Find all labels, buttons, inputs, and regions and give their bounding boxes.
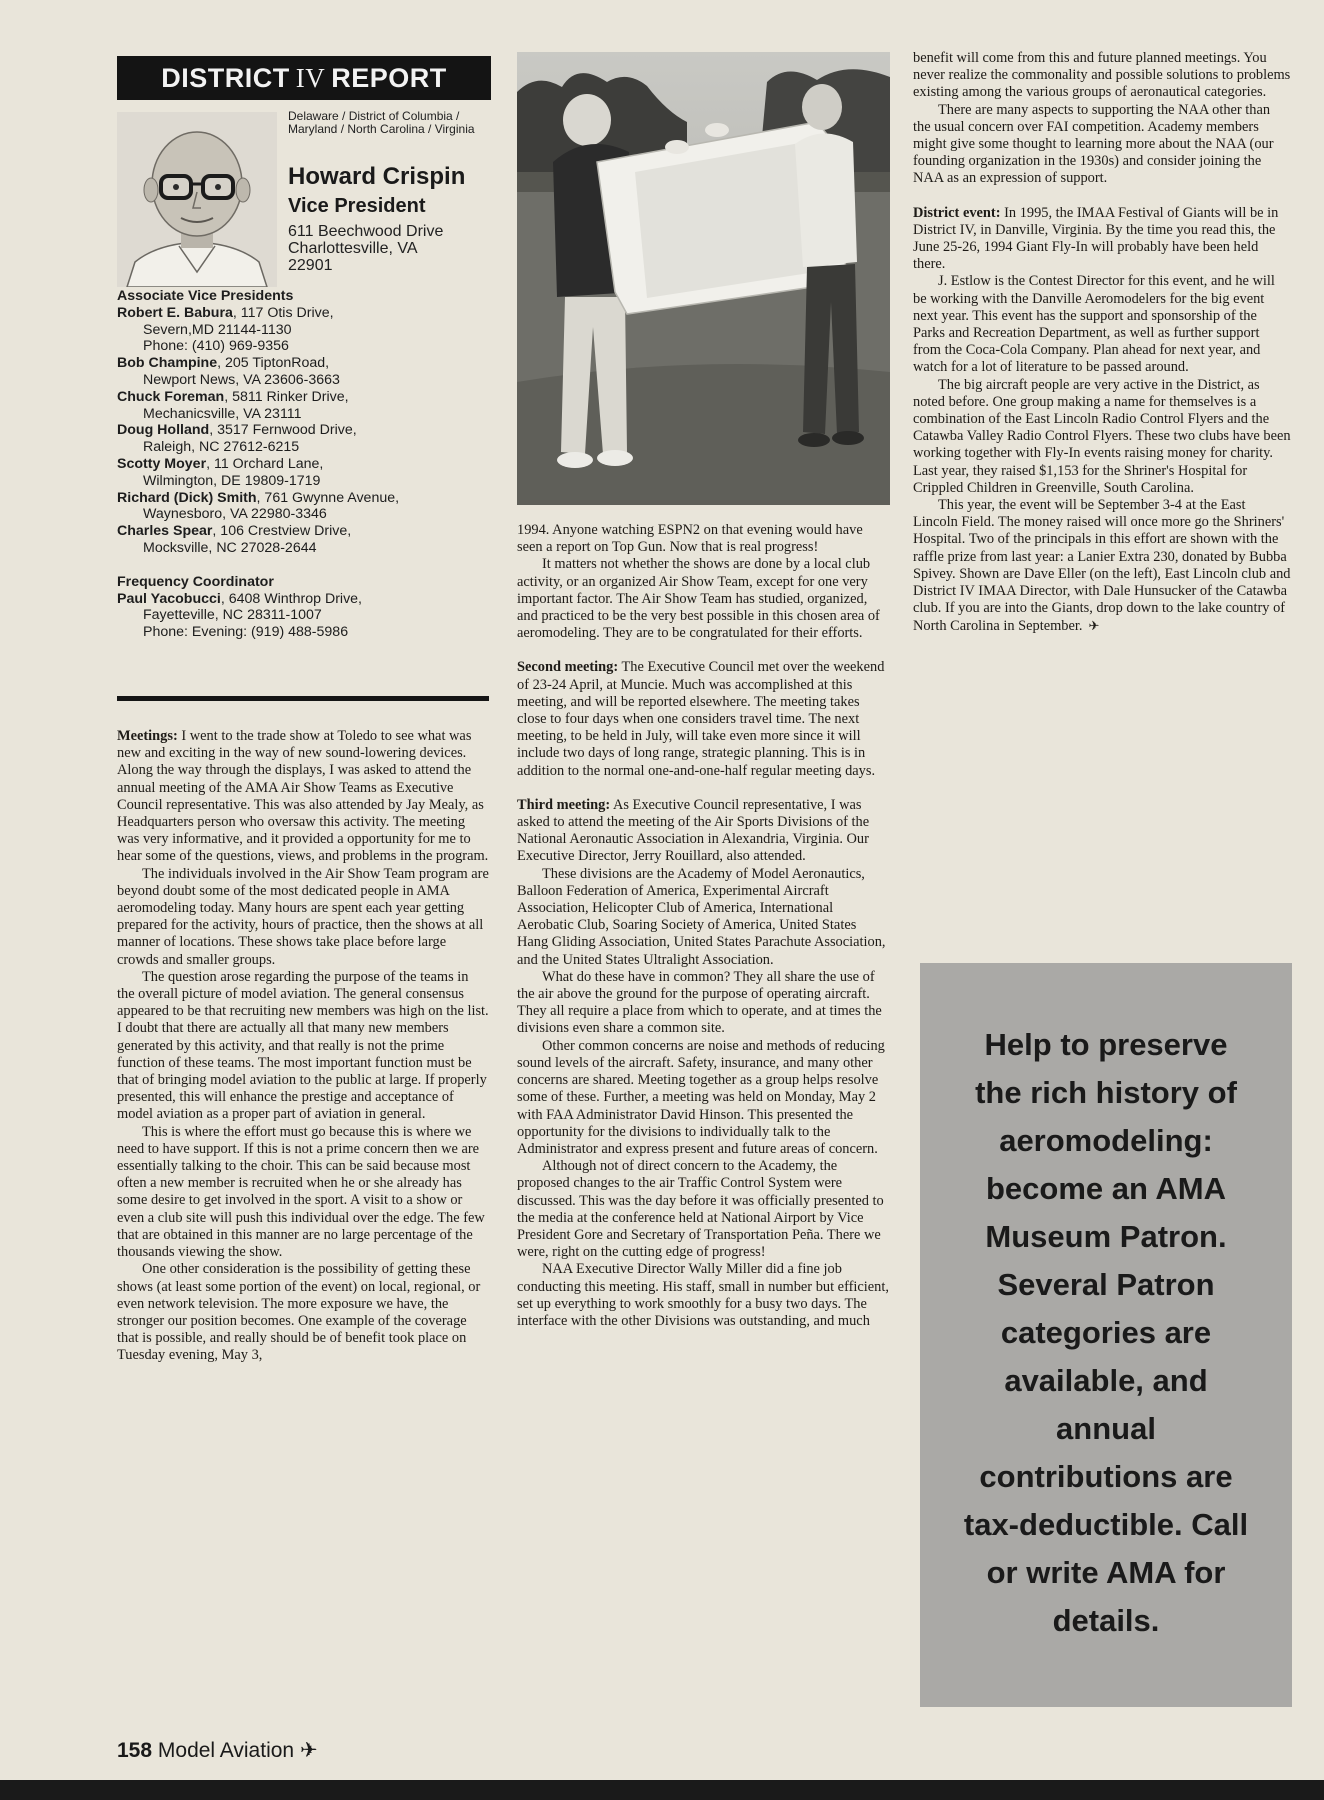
assoc-vp-heading: Associate Vice Presidents [117,288,294,304]
airplane-icon: ✈ [1088,618,1100,634]
paragraph [913,205,1291,274]
roster-entry [117,355,497,389]
roster-entry [117,422,497,456]
paragraph: These divisions are the Academy of Model Aeronautics, Balloon Federation of America, Experimental Aircraft Association, Helicopter Club of America, International Aerobatic Club, Soaring Society of America, United States Hang Gliding Association, United States Parachute Association, and the United States Ultralight Association. [517,865,886,968]
third-meeting-subhead: Third meeting: [517,796,611,813]
roster-line: , 5811 Rinker Drive, [224,388,349,405]
page-footer [117,1738,318,1763]
banner-left: DISTRICT [161,62,290,93]
address-line: 22901 [288,257,333,274]
paragraph: There are many aspects to supporting the NAA other than the usual concern over FAI competition. Academy members might give some thought to learning more about the NAA (our founding organization in the 1930s) and consider joining the NAA as an expression of support. [913,101,1274,187]
paragraph: benefit will come from this and future planned meetings. You never realize the commonality and possible solutions to problems existing among the various groups of aeronautical categories. [913,50,1291,101]
paragraph: The big aircraft people are very active in the District, as noted before. One group making a name for themselves is a combination of the East Lincoln Radio Control Flyers and the Catawba Valley Radio Control Flyers. These two clubs have been working together with Fly-In events raising money for charity. Last year, they raised $1,153 for the Shriner's Hospital for Crippled Children in Greenville, South Carolina. [913,376,1291,496]
paragraph-text: This year, the event will be September 3-4 at the East Lincoln Field. The money raised will once more go the Shriners' Hospital. Two of the principals in this effort are shown with the raffle prize from last year: a Lanier Extra 230, donated by Bubba Spivey. Shown are Dave Eller (on the left), East Lincoln club and District IV IMAA Director, with Dale Hunsucker of the Catawba club. If you are into the Giants, drop down to the lake country of North Carolina in September. [913,497,1291,634]
banner-roman: IV [295,62,326,93]
airplane-icon: ✈ [299,1739,318,1762]
paragraph: Although not of direct concern to the Academy, the proposed changes to the air Traffic Control System were discussed. This was the day before it was officially presented to the media at the conference held at National Airport by Vice President Gore and Secretary of Transportation Peña. There we were, right on the cutting edge of progress! [517,1158,884,1261]
paragraph: This is where the effort must go because this is where we need to have support. If this is not a prime concern then we are essentially talking to the choir. This can be said because most often a new member is recruited when he or she already has some desire to get involved in the sport. A visit to a show or even a club site will push this individual over the edge. The few that are obtained in this manner are no large percentage of the thousands viewing the show. [117,1123,485,1261]
roster-line: , 106 Crestview Drive, [212,523,352,540]
paragraph [913,497,1291,635]
roster-line: Newport News, VA 23606-3663 [143,371,340,388]
paragraph-text: As Executive Council representative, I was asked to attend the meeting of the Air Sports Divisions of the National Aeronautic Association in Alexandria, Virginia. Our Executive Director, Jerry Rouillard, also attended. [517,796,870,865]
roster-line: , 6408 Winthrop Drive, [220,590,362,607]
column-3-body [913,50,1291,635]
museum-patron-ad-text: Help to preserve the rich history of aeromodeling: become an AMA Museum Patron. Several Patron categories are available, and annual contributions are tax-deductible. Call or write AMA for details. [963,1027,1249,1638]
paragraph: 1994. Anyone watching ESPN2 on that evening would have seen a report on Top Gun. Now that is real progress! [517,522,863,556]
roster-line: Mocksville, NC 27028-2644 [143,539,317,556]
roster-entry [117,456,497,490]
roster-entry [117,305,497,355]
paragraph: The individuals involved in the Air Show Team program are beyond doubt some of the most dedicated people in AMA aeromodeling today. Many hours are spent each year getting prepared for the activity, hours of practice, then the shows at all manner of locations. These shows take place before large crowds and smaller groups. [117,865,489,968]
roster-line: Raleigh, NC 27612-6215 [143,439,300,456]
vice-president-address [288,223,443,274]
paragraph [517,797,890,866]
frequency-coordinator-heading: Frequency Coordinator [117,573,274,590]
vice-president-portrait [117,112,277,287]
page-edge [0,1780,1324,1800]
paragraph: NAA Executive Director Wally Miller did a fine job conducting this meeting. His staff, small in number but efficient, set up everything to work smoothly for a busy two days. The interface with the other Divisions was outstanding, and much [517,1261,889,1329]
district-banner [117,56,491,100]
roster-line: Waynesboro, VA 22980-3346 [143,506,327,523]
raffle-prize-photo [517,52,890,505]
roster-line: Wilmington, DE 19809-1719 [143,472,321,489]
paragraph-text: I went to the trade show at Toledo to see what was new and exciting in the way of new sound-lowering devices. Along the way through the displays, I was asked to attend the annual meeting of the AMA Air Show Teams as Executive Council representative. This was also attended by Jay Mealy, as Headquarters person who oversaw this activity. The meeting was very informative, and it provided a opportunity for me to hear some of the questions, views, and problems in the program. [117,728,489,865]
roster-line: , 11 Orchard Lane, [206,455,324,472]
address-line: Charlottesville, VA [288,240,418,257]
district-event-subhead: District event: [913,204,1001,221]
roster-name: Bob Champine [117,355,218,372]
magazine-name: Model Aviation [157,1739,295,1762]
paragraph-text: In 1995, the IMAA Festival of Giants will be in District IV, in Danville, Virginia. By the time you read this, the June 25-26, 1994 Giant Fly-In will probably have been held there. [913,204,1279,273]
vice-president-name: Howard Crispin [288,163,466,190]
roster-name: Doug Holland [117,422,210,439]
roster-name: Scotty Moyer [117,455,207,472]
roster-line: Severn,MD 21144-1130 [143,321,292,338]
roster-entry [117,490,497,524]
roster-name: Charles Spear [117,523,213,540]
roster-entry [117,523,497,557]
paragraph: Other common concerns are noise and methods of reducing sound levels of the aircraft. Safety, insurance, and many other concerns are shared. Meeting together as a group helps resolve some of these. Further, a meeting was held on Monday, May 2 with FAA Administrator David Hinson. This presented the opportunity for the divisions to individually talk to the Administrator and express present and future areas of concern. [517,1037,885,1157]
district-states: Delaware / District of Columbia / Maryland / North Carolina / Virginia [288,109,475,136]
roster-line: , 761 Gwynne Avenue, [256,489,400,506]
roster-line: , 205 TiptonRoad, [217,355,330,372]
roster-line: Fayetteville, NC 28311-1007 [143,607,322,624]
banner-right: REPORT [331,62,447,93]
roster-line: , 3517 Fernwood Drive, [209,422,357,439]
roster-entry [117,389,497,423]
roster-line: Phone: Evening: (919) 488-5986 [143,624,349,641]
second-meeting-subhead: Second meeting: [517,659,619,676]
museum-patron-ad [920,963,1292,1707]
roster-name: Richard (Dick) Smith [117,489,257,506]
paragraph: The question arose regarding the purpose of the teams in the overall picture of model aviation. The general consensus appeared to be that recruiting new members was high on the list. I doubt that there are actually all that many new members generated by this activity, and that really is not the prime function of these teams. The most important function must be that of bringing model aviation to the public at large. If properly presented, this will enhance the prestige and acceptance of model aviation as a proper part of aviation in general. [117,968,489,1123]
paragraph: J. Estlow is the Contest Director for this event, and he will be working with the Danville Aeromodelers for the big event next year. This event has the support and sponsorship of the Parks and Recreation Department, as well as further support from the Coca-Cola Company. Plan ahead for next year, and watch for a lot of literature to be passed around. [913,273,1275,376]
roster-line: Mechanicsville, VA 23111 [143,405,302,422]
officer-roster [117,288,497,641]
roster-name: Paul Yacobucci [117,590,221,607]
roster-name: Chuck Foreman [117,388,225,405]
paragraph-text: The Executive Council met over the weekend of 23-24 April, at Muncie. Much was accomplished at this meeting, and will be reported elsewhere. The meeting takes close to four days when one considers travel time. The next meeting, to be held in July, will take even more since it will include two days of long range, strategic planning. This is in addition to the normal one-and-one-half regular meeting days. [517,659,885,779]
column-1-body [117,728,489,1365]
paragraph: It matters not whether the shows are done by a local club activity, or an organized Air Show Team, except for one very important factor. The Air Show Team has studied, organized, and practiced to be the very best possible in this chosen area of aeromodeling. They are to be congratulated for their efforts. [517,556,880,642]
address-line: 611 Beechwood Drive [288,223,444,240]
column-2-body [517,522,890,1330]
paragraph: What do these have in common? They all share the use of the air above the ground for the purpose of operating aircraft. They all require a place from which to operate, and at times the divisions even share a common site. [517,968,882,1037]
paragraph [117,728,489,866]
paragraph [517,659,890,779]
page-number: 158 [117,1739,153,1762]
paragraph: One other consideration is the possibility of getting these shows (at least some portion of the event) on local, regional, or even network television. The more exposure we have, the stronger our position becomes. One example of the coverage that is possible, and really should be of benefit took place on Tuesday evening, May 3, [117,1261,481,1364]
meetings-subhead: Meetings: [117,728,178,744]
roster-line: Phone: (410) 969-9356 [143,338,289,355]
section-divider [117,696,489,701]
roster-line: , 117 Otis Drive, [232,304,334,321]
vice-president-title: Vice President [288,195,426,217]
roster-name: Robert E. Babura [117,304,233,321]
